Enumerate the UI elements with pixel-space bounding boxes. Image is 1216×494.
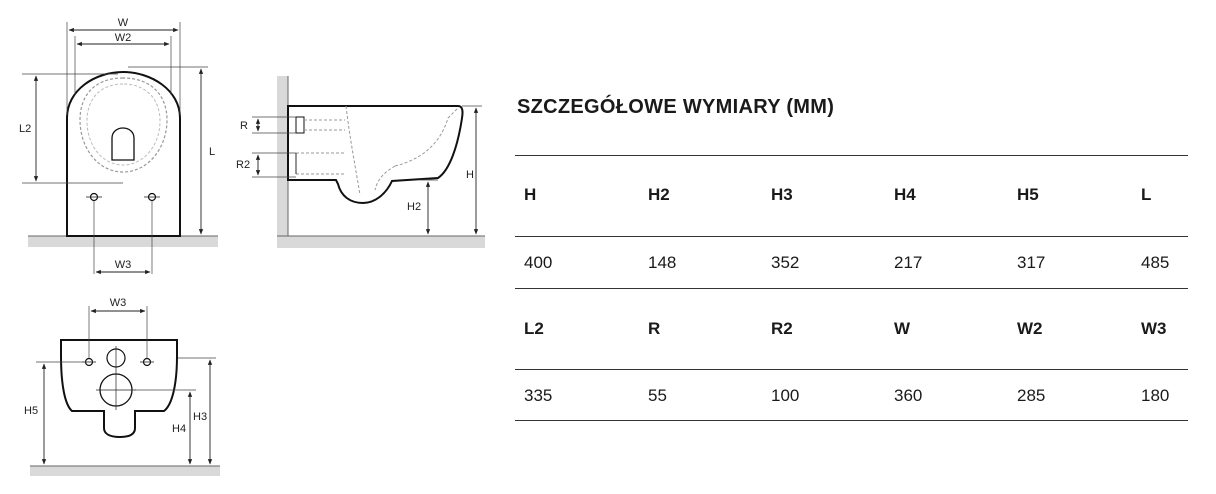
value-cell: 352: [771, 253, 800, 272]
dim-label-w3-bottom: W3: [109, 297, 127, 309]
dim-label-h4: H4: [172, 423, 187, 435]
header-cell: H5: [1017, 185, 1039, 204]
floor-side: [277, 236, 485, 248]
dimensions-spec: [515, 96, 1188, 405]
table-rule: [515, 155, 1188, 156]
header-cell: H4: [894, 185, 916, 204]
header-cell: W2: [1017, 319, 1043, 338]
dim-label-w2: W2: [114, 32, 132, 44]
header-cell: R: [648, 319, 661, 338]
header-cell: H: [524, 185, 537, 204]
dim-label-h5: H5: [24, 405, 39, 417]
dim-label-l2: L2: [19, 123, 32, 135]
table-value-row: [515, 237, 1188, 289]
dim-label-r2: R2: [236, 159, 251, 171]
dim-label-l: L: [209, 146, 216, 158]
spec-title: SZCZEGÓŁOWE WYMIARY (MM): [517, 96, 835, 118]
value-cell: 217: [894, 253, 923, 272]
value-cell: 335: [524, 386, 553, 405]
table-value-row: [515, 370, 1188, 422]
bottom-view-drawing: [24, 297, 220, 476]
value-cell: 100: [771, 386, 800, 405]
header-cell: L2: [524, 319, 544, 338]
dim-label-h3: H3: [193, 411, 208, 423]
value-cell: 55: [648, 386, 667, 405]
value-cell: 317: [1017, 253, 1046, 272]
header-cell: H2: [648, 185, 670, 204]
floor-bottom: [30, 466, 220, 476]
value-cell: 180: [1141, 386, 1170, 405]
front-view-drawing: [19, 17, 218, 274]
table-rule: [515, 288, 1188, 289]
dim-label-w3-front: W3: [114, 259, 132, 271]
table-rule: [515, 420, 1188, 421]
value-cell: 148: [648, 253, 677, 272]
header-cell: L: [1141, 185, 1152, 204]
technical-drawings: [0, 0, 500, 494]
value-cell: 400: [524, 253, 553, 272]
side-view-drawing: [236, 76, 485, 248]
outlet-front: [112, 128, 134, 160]
dim-label-h2: H2: [407, 201, 422, 213]
bowl-outline-front: [67, 72, 180, 236]
header-cell: W3: [1141, 319, 1167, 338]
dim-label-r: R: [240, 120, 248, 132]
rim-hidden-line: [80, 78, 167, 172]
wall-side: [277, 76, 288, 236]
bowl-outline-bottom: [61, 340, 177, 437]
header-cell: R2: [771, 319, 793, 338]
table-header-row: [515, 169, 1188, 221]
value-cell: 485: [1141, 253, 1170, 272]
header-cell: H3: [771, 185, 793, 204]
table-header-row: [515, 303, 1188, 355]
floor-front: [28, 236, 218, 247]
value-cell: 285: [1017, 386, 1046, 405]
value-cell: 360: [894, 386, 923, 405]
header-cell: W: [894, 319, 911, 338]
dim-label-w: W: [117, 17, 129, 29]
dim-label-h: H: [466, 169, 474, 181]
